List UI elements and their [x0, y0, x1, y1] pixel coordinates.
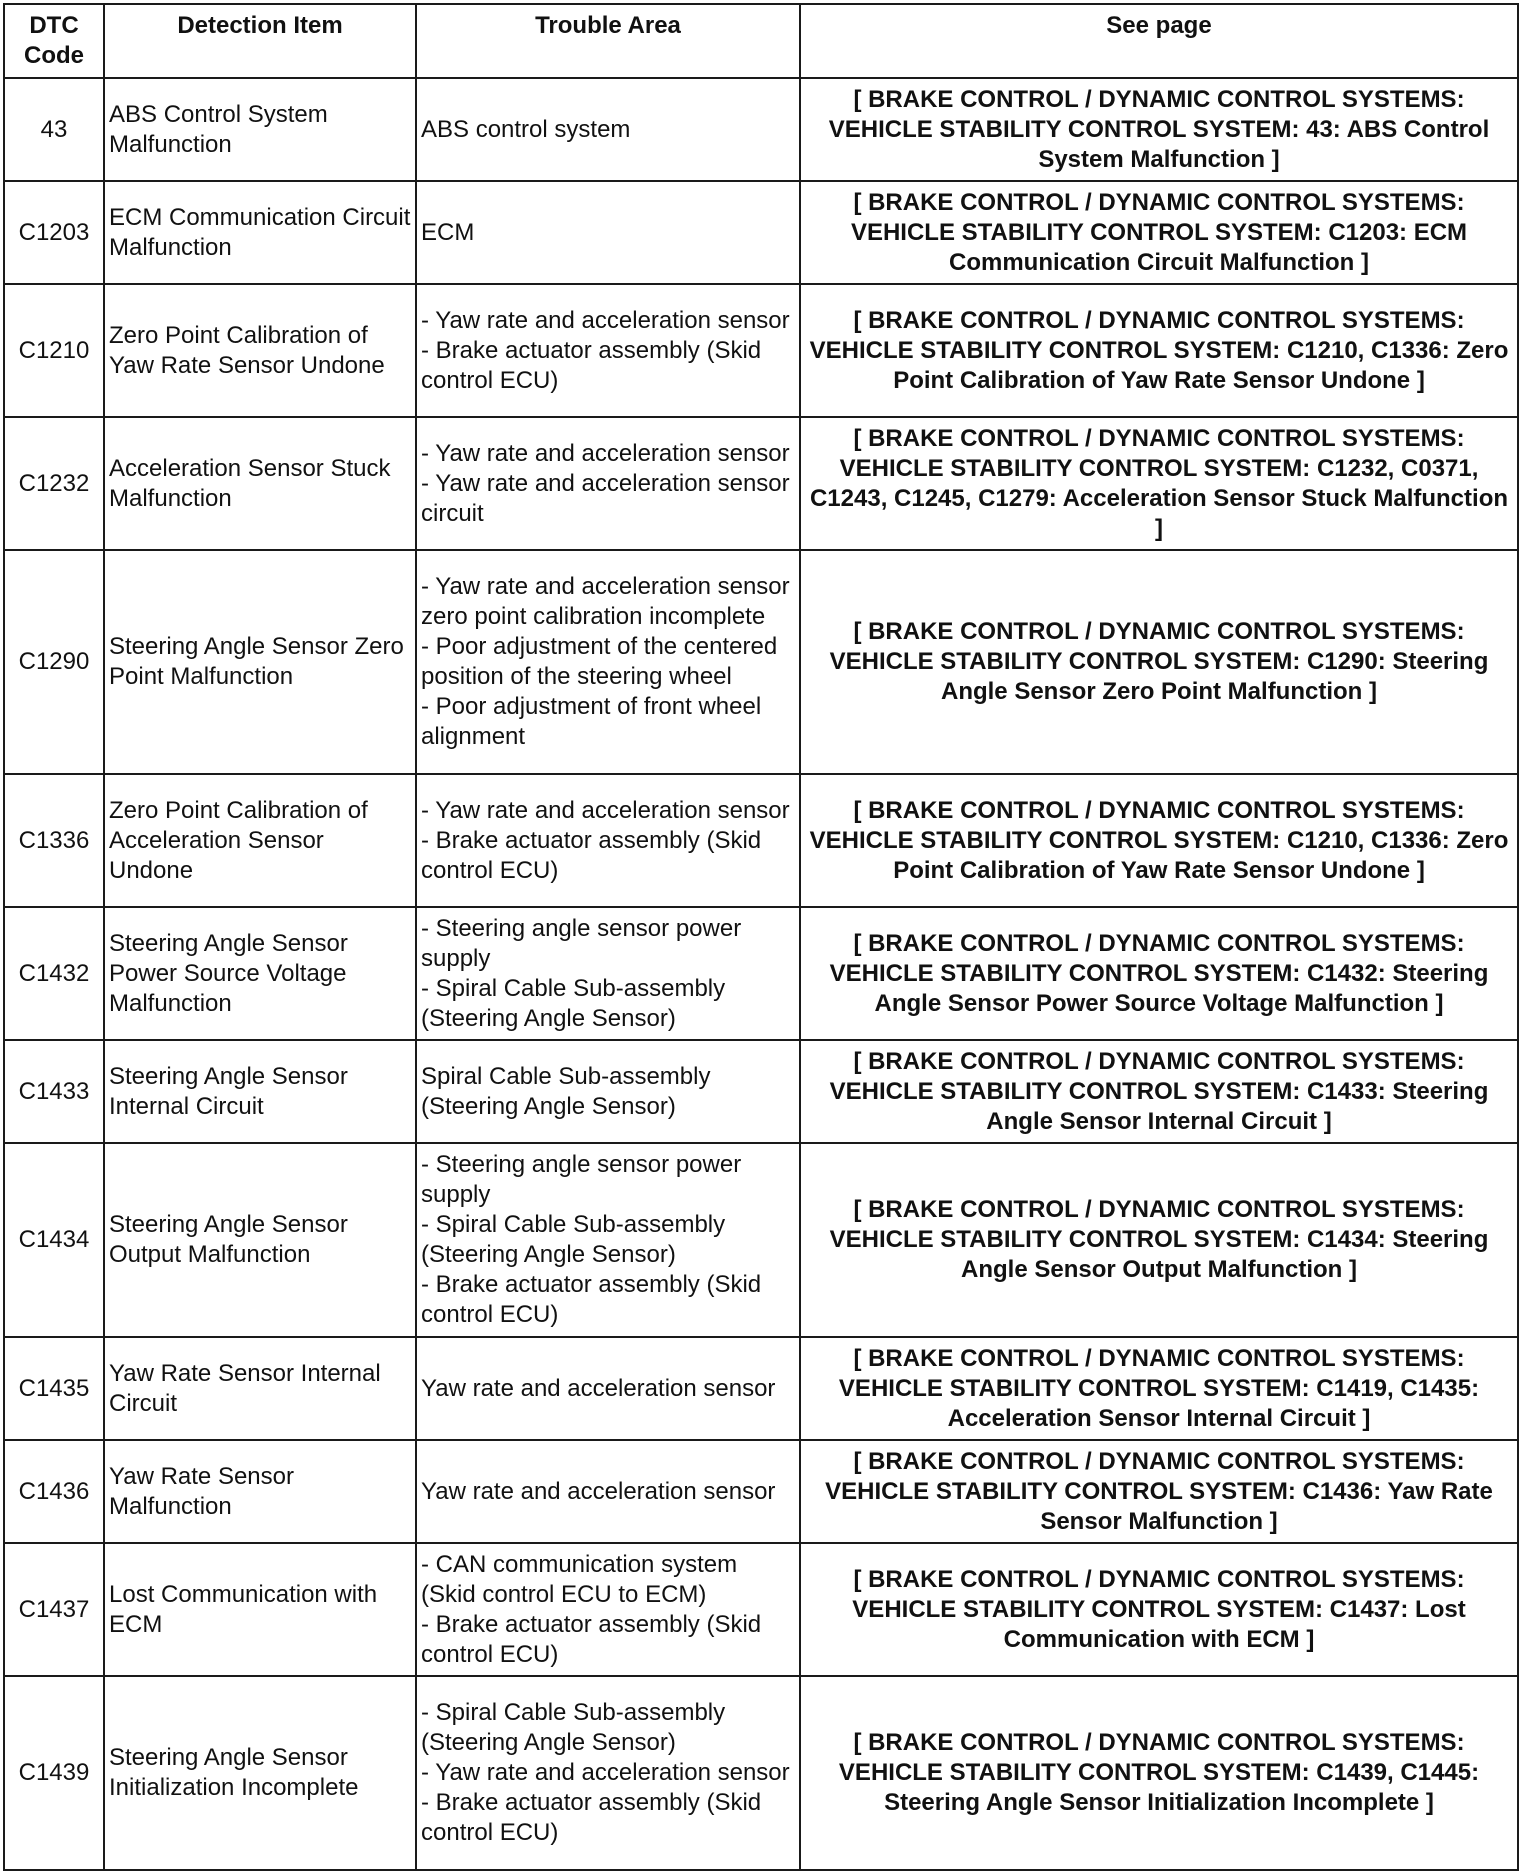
- see-page-cell: [ BRAKE CONTROL / DYNAMIC CONTROL SYSTEMS: VEHICLE STABILITY CONTROL SYSTEM: C1433: Steering Angle Sensor Internal Circuit ]: [800, 1040, 1518, 1143]
- see-page-cell: [ BRAKE CONTROL / DYNAMIC CONTROL SYSTEMS: VEHICLE STABILITY CONTROL SYSTEM: C1419, C1435: Acceleration Sensor Internal Circuit ]: [800, 1337, 1518, 1440]
- table-row: [4, 1040, 1518, 1143]
- dtc-code-cell: C1439: [4, 1676, 104, 1870]
- table-row: [4, 417, 1518, 550]
- trouble-area-cell: - Yaw rate and acceleration sensor - Brake actuator assembly (Skid control ECU): [416, 774, 800, 907]
- dtc-code-cell: C1290: [4, 550, 104, 774]
- see-page-cell: [ BRAKE CONTROL / DYNAMIC CONTROL SYSTEMS: VEHICLE STABILITY CONTROL SYSTEM: C1290: Steering Angle Sensor Zero Point Malfunction ]: [800, 550, 1518, 774]
- see-page-cell: [ BRAKE CONTROL / DYNAMIC CONTROL SYSTEMS: VEHICLE STABILITY CONTROL SYSTEM: C1437: Lost Communication with ECM ]: [800, 1543, 1518, 1676]
- dtc-code-cell: C1437: [4, 1543, 104, 1676]
- detection-item-cell: Zero Point Calibration of Acceleration Sensor Undone: [104, 774, 416, 907]
- detection-item-cell: Yaw Rate Sensor Malfunction: [104, 1440, 416, 1543]
- dtc-table: [3, 3, 1519, 1871]
- detection-item-cell: Yaw Rate Sensor Internal Circuit: [104, 1337, 416, 1440]
- trouble-area-cell: ECM: [416, 181, 800, 284]
- header-see-page: See page: [800, 4, 1518, 78]
- dtc-table-container: [3, 3, 1517, 1863]
- see-page-cell: [ BRAKE CONTROL / DYNAMIC CONTROL SYSTEMS: VEHICLE STABILITY CONTROL SYSTEM: C1436: Yaw Rate Sensor Malfunction ]: [800, 1440, 1518, 1543]
- trouble-area-cell: ABS control system: [416, 78, 800, 181]
- detection-item-cell: Zero Point Calibration of Yaw Rate Sensor Undone: [104, 284, 416, 417]
- table-row: [4, 1440, 1518, 1543]
- detection-item-cell: Acceleration Sensor Stuck Malfunction: [104, 417, 416, 550]
- see-page-cell: [ BRAKE CONTROL / DYNAMIC CONTROL SYSTEMS: VEHICLE STABILITY CONTROL SYSTEM: C1203: ECM Communication Circuit Malfunction ]: [800, 181, 1518, 284]
- table-row: [4, 1676, 1518, 1870]
- detection-item-cell: Steering Angle Sensor Power Source Voltage Malfunction: [104, 907, 416, 1040]
- see-page-cell: [ BRAKE CONTROL / DYNAMIC CONTROL SYSTEMS: VEHICLE STABILITY CONTROL SYSTEM: C1210, C1336: Zero Point Calibration of Yaw Rate Sensor Undone ]: [800, 284, 1518, 417]
- see-page-cell: [ BRAKE CONTROL / DYNAMIC CONTROL SYSTEMS: VEHICLE STABILITY CONTROL SYSTEM: C1232, C0371, C1243, C1245, C1279: Acceleration Sensor Stuck Malfunction ]: [800, 417, 1518, 550]
- detection-item-cell: ABS Control System Malfunction: [104, 78, 416, 181]
- header-trouble-area: Trouble Area: [416, 4, 800, 78]
- trouble-area-cell: - Yaw rate and acceleration sensor - Yaw rate and acceleration sensor circuit: [416, 417, 800, 550]
- see-page-cell: [ BRAKE CONTROL / DYNAMIC CONTROL SYSTEMS: VEHICLE STABILITY CONTROL SYSTEM: C1439, C1445: Steering Angle Sensor Initialization Incomplete ]: [800, 1676, 1518, 1870]
- table-row: [4, 284, 1518, 417]
- trouble-area-cell: - Steering angle sensor power supply - Spiral Cable Sub-assembly (Steering Angle Sensor) - Brake actuator assembly (Skid control ECU): [416, 1143, 800, 1337]
- header-detection-item: Detection Item: [104, 4, 416, 78]
- dtc-code-cell: C1203: [4, 181, 104, 284]
- detection-item-cell: Steering Angle Sensor Initialization Incomplete: [104, 1676, 416, 1870]
- table-row: [4, 1337, 1518, 1440]
- dtc-code-cell: C1435: [4, 1337, 104, 1440]
- table-row: [4, 774, 1518, 907]
- table-row: [4, 907, 1518, 1040]
- detection-item-cell: Lost Communication with ECM: [104, 1543, 416, 1676]
- table-header-row: [4, 4, 1518, 78]
- header-dtc-code: DTC Code: [4, 4, 104, 78]
- trouble-area-cell: - Yaw rate and acceleration sensor - Brake actuator assembly (Skid control ECU): [416, 284, 800, 417]
- detection-item-cell: Steering Angle Sensor Output Malfunction: [104, 1143, 416, 1337]
- table-row: [4, 78, 1518, 181]
- dtc-code-cell: C1336: [4, 774, 104, 907]
- see-page-cell: [ BRAKE CONTROL / DYNAMIC CONTROL SYSTEMS: VEHICLE STABILITY CONTROL SYSTEM: 43: ABS Control System Malfunction ]: [800, 78, 1518, 181]
- dtc-code-cell: C1232: [4, 417, 104, 550]
- trouble-area-cell: - Spiral Cable Sub-assembly (Steering Angle Sensor) - Yaw rate and acceleration sensor - Brake actuator assembly (Skid control ECU): [416, 1676, 800, 1870]
- table-row: [4, 181, 1518, 284]
- dtc-code-cell: 43: [4, 78, 104, 181]
- trouble-area-cell: - CAN communication system (Skid control ECU to ECM) - Brake actuator assembly (Skid control ECU): [416, 1543, 800, 1676]
- trouble-area-cell: - Steering angle sensor power supply - Spiral Cable Sub-assembly (Steering Angle Sensor): [416, 907, 800, 1040]
- see-page-cell: [ BRAKE CONTROL / DYNAMIC CONTROL SYSTEMS: VEHICLE STABILITY CONTROL SYSTEM: C1432: Steering Angle Sensor Power Source Voltage Malfunction ]: [800, 907, 1518, 1040]
- trouble-area-cell: Spiral Cable Sub-assembly (Steering Angle Sensor): [416, 1040, 800, 1143]
- dtc-code-cell: C1432: [4, 907, 104, 1040]
- see-page-cell: [ BRAKE CONTROL / DYNAMIC CONTROL SYSTEMS: VEHICLE STABILITY CONTROL SYSTEM: C1434: Steering Angle Sensor Output Malfunction ]: [800, 1143, 1518, 1337]
- table-row: [4, 550, 1518, 774]
- dtc-code-cell: C1433: [4, 1040, 104, 1143]
- trouble-area-cell: Yaw rate and acceleration sensor: [416, 1337, 800, 1440]
- table-row: [4, 1143, 1518, 1337]
- trouble-area-cell: Yaw rate and acceleration sensor: [416, 1440, 800, 1543]
- see-page-cell: [ BRAKE CONTROL / DYNAMIC CONTROL SYSTEMS: VEHICLE STABILITY CONTROL SYSTEM: C1210, C1336: Zero Point Calibration of Yaw Rate Sensor Undone ]: [800, 774, 1518, 907]
- detection-item-cell: ECM Communication Circuit Malfunction: [104, 181, 416, 284]
- table-row: [4, 1543, 1518, 1676]
- trouble-area-cell: - Yaw rate and acceleration sensor zero point calibration incomplete - Poor adjustment of the centered position of the steering wheel - Poor adjustment of front wheel alignment: [416, 550, 800, 774]
- detection-item-cell: Steering Angle Sensor Zero Point Malfunction: [104, 550, 416, 774]
- dtc-code-cell: C1436: [4, 1440, 104, 1543]
- detection-item-cell: Steering Angle Sensor Internal Circuit: [104, 1040, 416, 1143]
- dtc-code-cell: C1434: [4, 1143, 104, 1337]
- dtc-code-cell: C1210: [4, 284, 104, 417]
